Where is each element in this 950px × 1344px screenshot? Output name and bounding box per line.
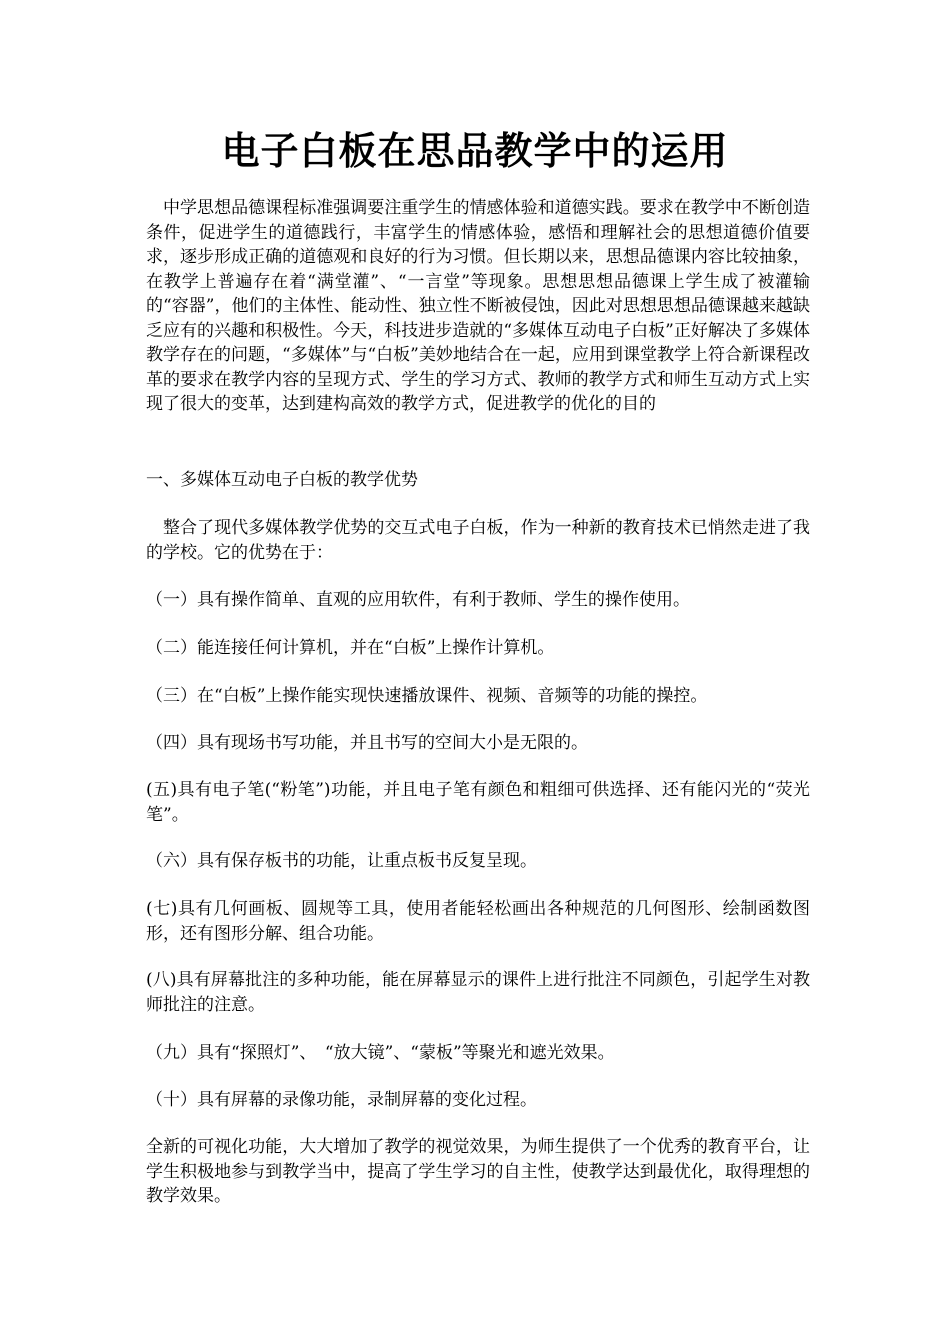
list-item: （三）在“白板”上操作能实现快速播放课件、视频、音频等的功能的操控。 (146, 686, 708, 706)
list-item: (八)具有屏幕批注的多种功能，能在屏幕显示的课件上进行批注不同颜色，引起学生对教师批注的注意。 (146, 970, 810, 1015)
list-item: (五)具有电子笔(“粉笔”)功能，并且电子笔有颜色和粗细可供选择、还有能闪光的“荧光笔”。 (146, 780, 810, 825)
list-item: （六）具有保存板书的功能，让重点板书反复呈现。 (146, 851, 537, 871)
list-item: （四）具有现场书写功能，并且书写的空间大小是无限的。 (146, 733, 588, 753)
section-heading: 一、多媒体互动电子白板的教学优势 (146, 470, 418, 490)
list-item: （十）具有屏幕的录像功能，录制屏幕的变化过程。 (146, 1090, 537, 1110)
list-item: （二）能连接任何计算机，并在“白板”上操作计算机。 (146, 638, 555, 658)
section-intro-paragraph: 整合了现代多媒体教学优势的交互式电子白板，作为一种新的教育技术已悄然走进了我的学校。它的优势在于： (146, 518, 810, 563)
conclusion-paragraph: 全新的可视化功能，大大增加了教学的视觉效果，为师生提供了一个优秀的教育平台，让学生积极地参与到教学当中，提高了学生学习的自主性，使教学达到最优化，取得理想的教学效果。 (146, 1137, 810, 1206)
intro-paragraph: 中学思想品德课程标准强调要注重学生的情感体验和道德实践。要求在教学中不断创造条件，促进学生的道德践行，丰富学生的情感体验，感悟和理解社会的思想道德价值要求，逐步形成正确的道德观和良好的行为习惯。但长期以来，思想品德课内容比较抽象，在教学上普遍存在着“满堂灌”、“一言堂”等现象。思想思想品德课上学生成了被灌输的“容器”，他们的主体性、能动性、独立性不断被侵蚀，因此对思想思想品德课越来越缺乏应有的兴趣和积极性。今天，科技进步造就的“多媒体互动电子白板”正好解决了多媒体教学存在的问题，“多媒体”与“白板”美妙地结合在一起，应用到课堂教学上符合新课程改革的要求在教学内容的呈现方式、学生的学习方式、教师的教学方式和师生互动方式上实现了很大的变革，达到建构高效的教学方式，促进教学的优化的目的 (146, 198, 810, 414)
list-item: （一）具有操作简单、直观的应用软件，有利于教师、学生的操作使用。 (146, 590, 690, 610)
list-item: (七)具有几何画板、圆规等工具，使用者能轻松画出各种规范的几何图形、绘制函数图形，还有图形分解、组合功能。 (146, 899, 810, 944)
document-title: 电子白板在思品教学中的运用 (221, 129, 729, 173)
list-item: （九）具有“探照灯”、 “放大镜”、“蒙板”等聚光和遮光效果。 (146, 1043, 615, 1063)
